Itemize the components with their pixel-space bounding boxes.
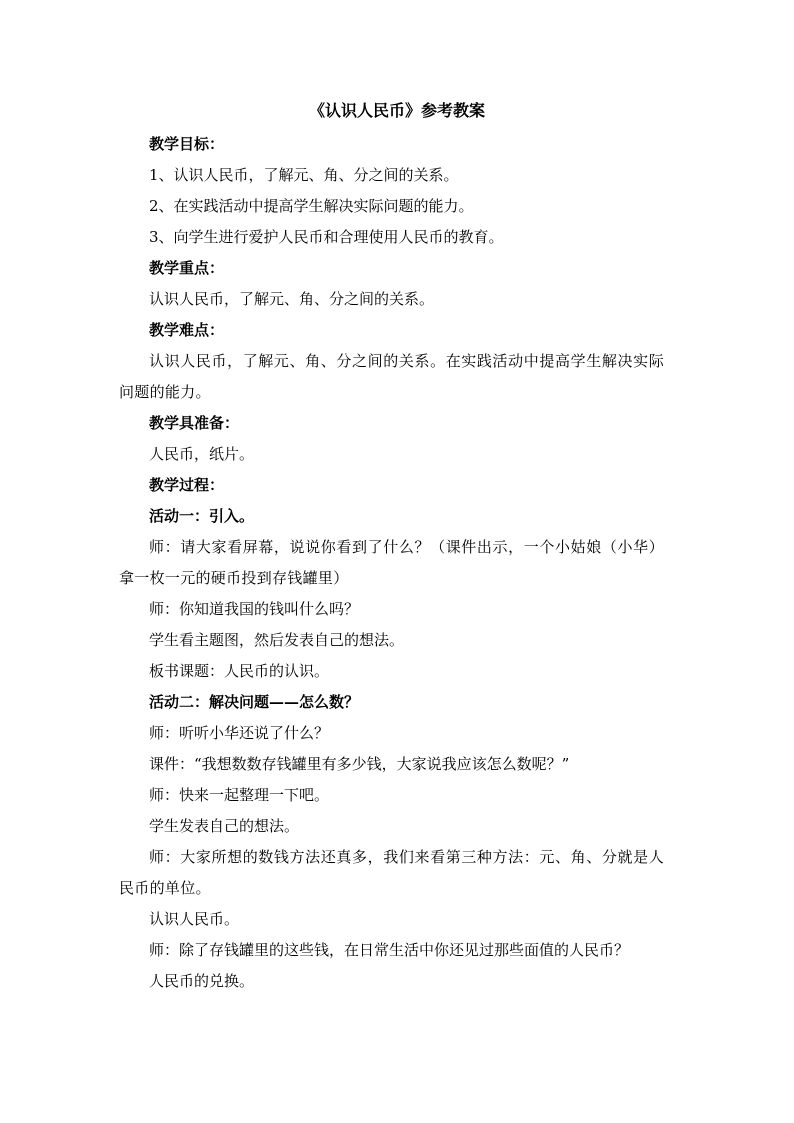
activity-2-paragraph-5: 师：大家所想的数钱方法还真多，我们来看第三种方法：元、角、分就是人民币的单位。 [119,848,664,897]
heading-process: 教学过程： [149,476,225,494]
activity-2-paragraph-6: 认识人民币。 [149,910,240,928]
activity-2-paragraph-2: 课件：“我想数数存钱罐里有多少钱，大家说我应该怎么数呢？” [149,755,570,773]
goal-item-3: 3、向学生进行爱护人民币和合理使用人民币的教育。 [149,228,504,246]
goal-item-1: 1、认识人民币，了解元、角、分之间的关系。 [149,166,459,184]
goal-item-2: 2、在实践活动中提高学生解决实际问题的能力。 [149,197,474,215]
activity-1-paragraph-3: 学生看主题图，然后发表自己的想法。 [149,631,405,649]
document-body [119,129,664,997]
heading-materials: 教学具准备： [149,414,240,432]
heading-activity-1: 活动一：引入。 [149,507,255,525]
heading-key-points: 教学重点： [149,259,225,277]
activity-2-paragraph-8: 人民币的兑换。 [149,972,255,990]
materials-text: 人民币，纸片。 [149,445,255,463]
activity-2-paragraph-7: 师：除了存钱罐里的这些钱，在日常生活中你还见过那些面值的人民币？ [149,941,630,959]
activity-2-paragraph-3: 师：快来一起整理一下吧。 [149,786,330,804]
activity-1-paragraph-1: 师：请大家看屏幕，说说你看到了什么？（课件出示，一个小姑娘（小华）拿一枚一元的硬币投到存钱罐里） [119,538,664,587]
activity-1-paragraph-4: 板书课题：人民币的认识。 [149,662,330,680]
heading-difficulties: 教学难点： [149,321,225,339]
activity-2-paragraph-1: 师：听听小华还说了什么？ [149,724,330,742]
key-points-text: 认识人民币，了解元、角、分之间的关系。 [149,290,435,308]
activity-2-paragraph-4: 学生发表自己的想法。 [149,817,300,835]
document-title: 《认识人民币》参考教案 [308,101,485,120]
activity-1-paragraph-2: 师：你知道我国的钱叫什么吗？ [149,600,360,618]
heading-activity-2: 活动二：解决问题——怎么数？ [149,693,360,711]
heading-teaching-goals: 教学目标： [149,135,225,153]
difficulties-text: 认识人民币，了解元、角、分之间的关系。在实践活动中提高学生解决实际问题的能力。 [119,352,664,401]
